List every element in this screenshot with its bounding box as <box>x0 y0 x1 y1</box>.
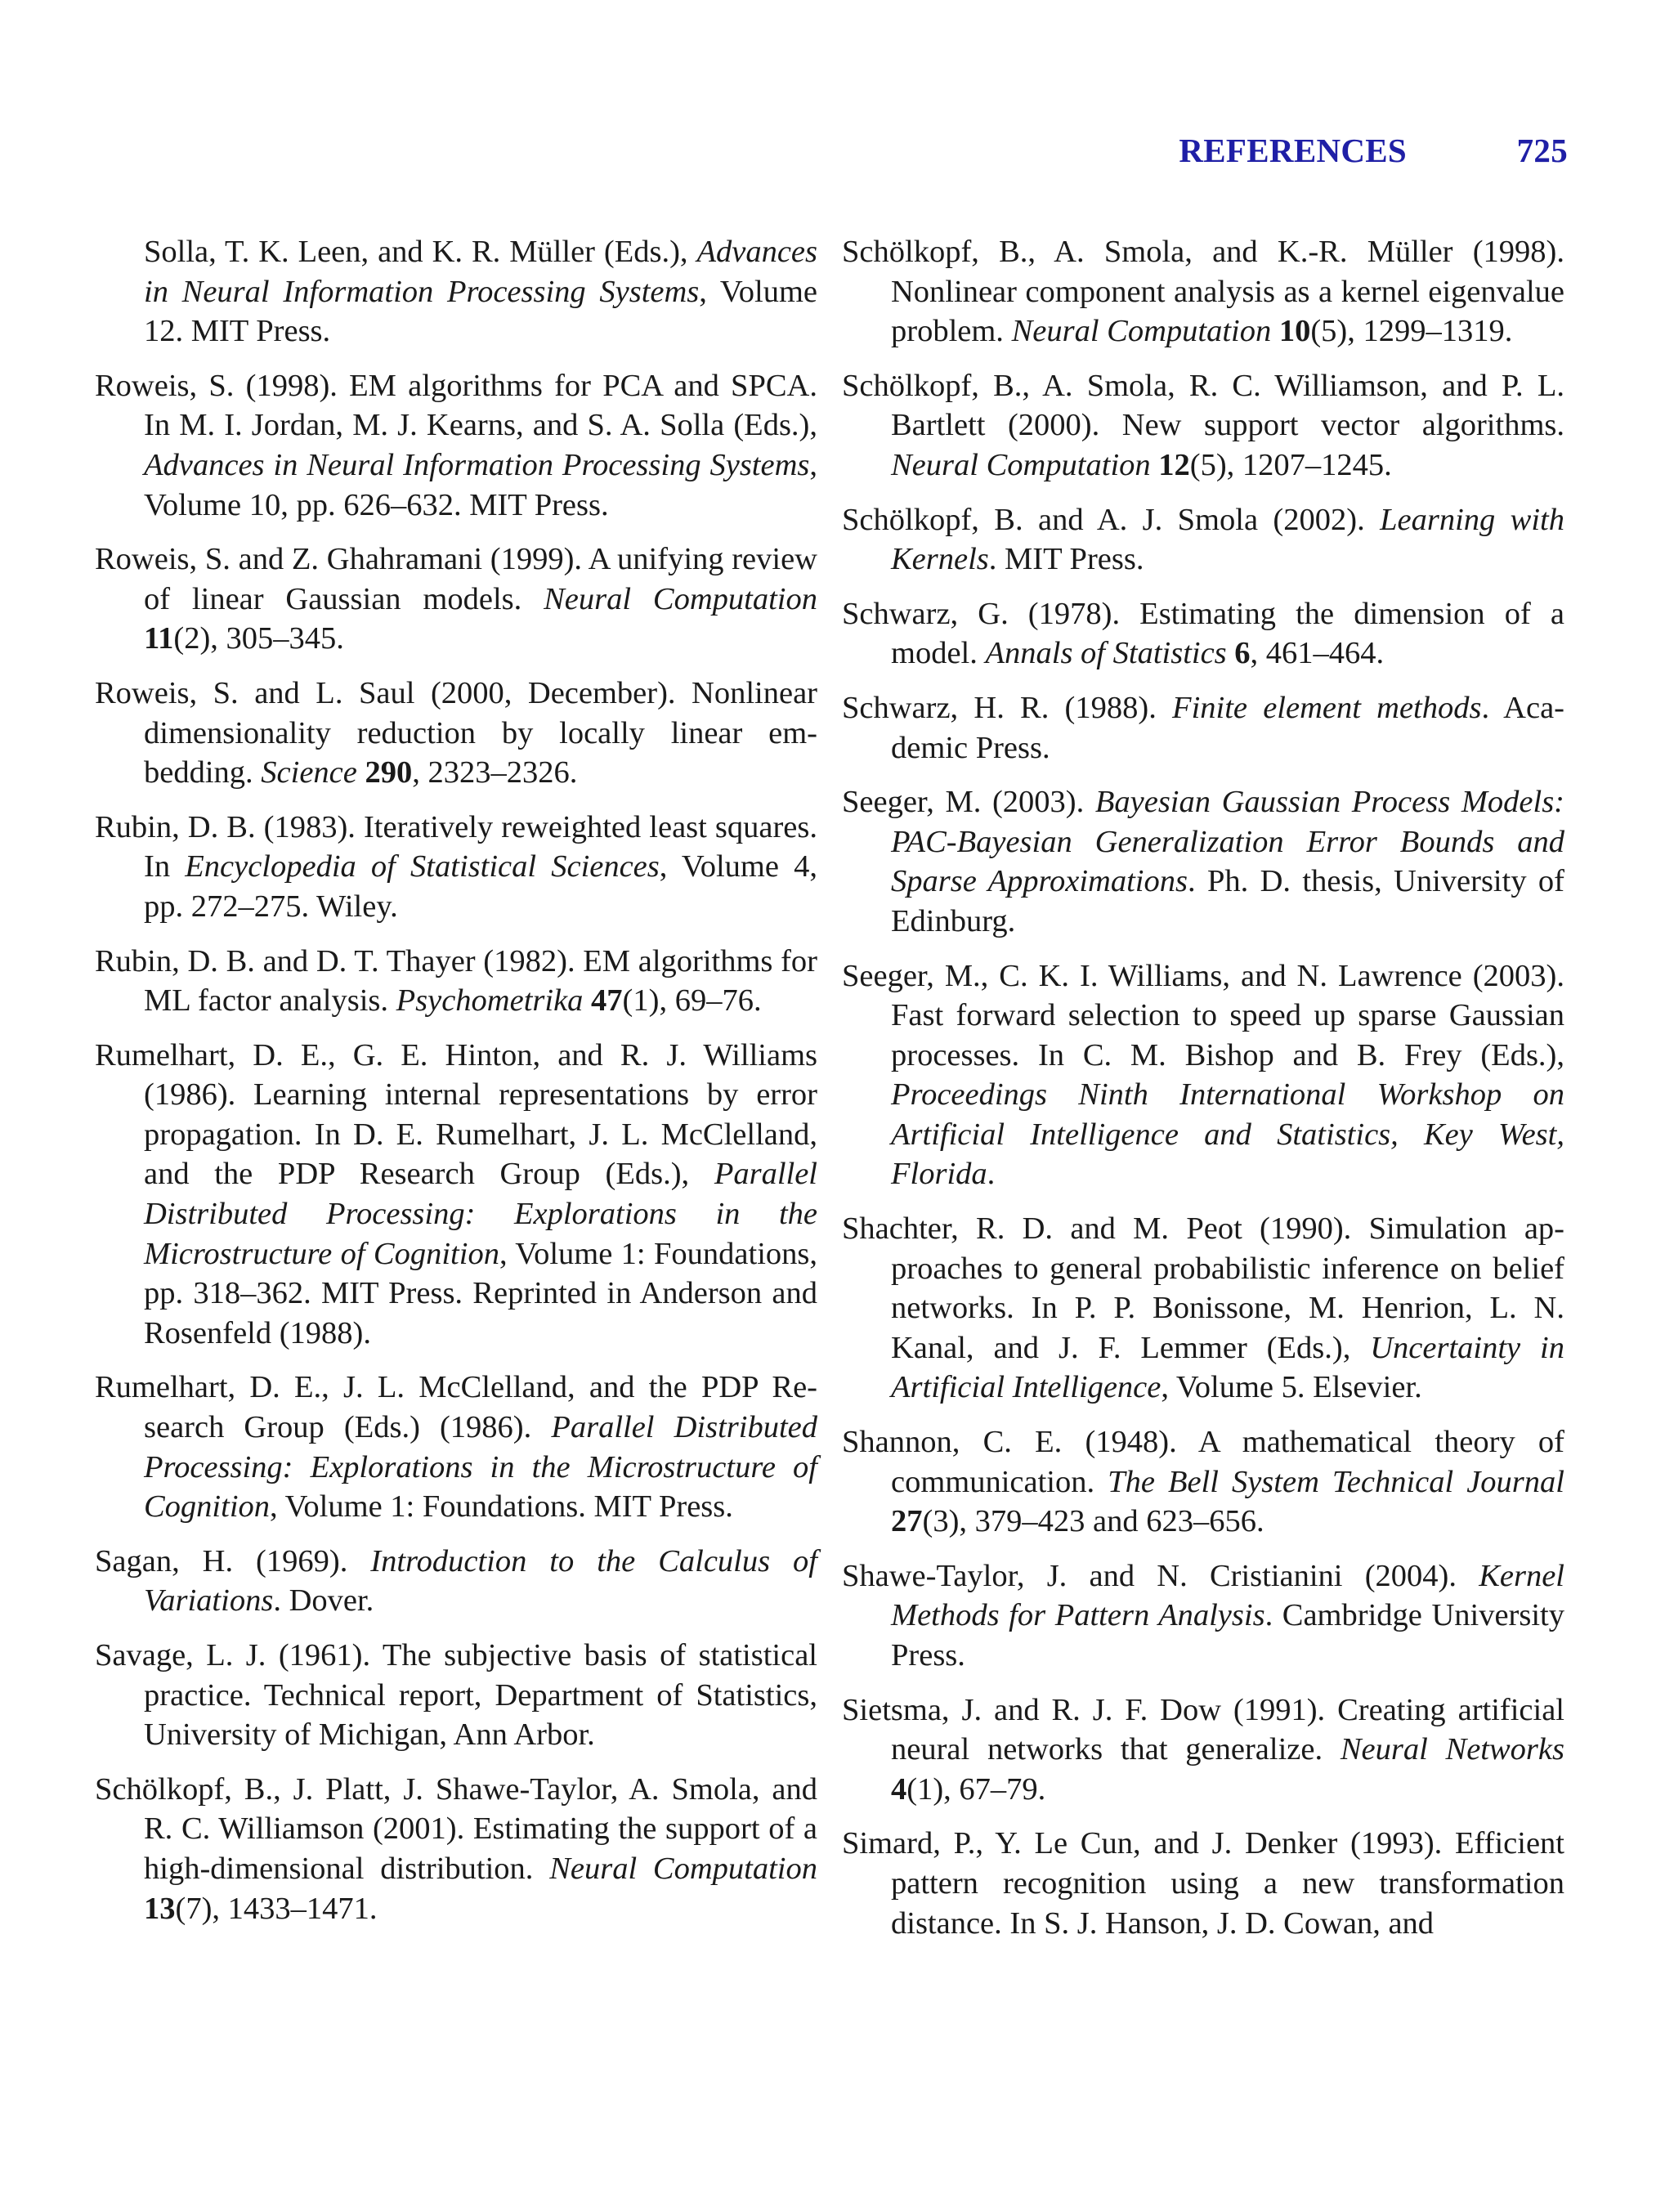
section-title: REFERENCES <box>1179 132 1408 169</box>
reference-entry: Seeger, M. (2003). Bayesian Gaussian Process Models: PAC-Bayesian Generalization Error Bounds and Sparse Approximations. Ph. D. thesis, University of Edinburg. <box>842 785 1564 938</box>
reference-entry: Schölkopf, B., A. Smola, and K.-R. Müller (1998). Nonlinear component analysis as a kernel eigenvalue problem. Neural Computation 10(5), 1299–1319. <box>842 235 1564 349</box>
reference-entry: Shachter, R. D. and M. Peot (1990). Simulation approaches to general probabilistic inference on belief networks. In P. P. Bonissone, M. Henrion, L. N. Kanal, and J. F. Lemmer (Eds.), Uncertainty in Artificial Intelligence, Volume 5. Elsevier. <box>842 1211 1565 1405</box>
page-number: 725 <box>1516 132 1568 169</box>
reference-entry: Rubin, D. B. and D. T. Thayer (1982). EM algorithms for ML factor analysis. Psychometrika 47(1), 69–76. <box>95 943 817 1019</box>
reference-entry: Schwarz, H. R. (1988). Finite element methods. Academic Press. <box>842 690 1564 765</box>
reference-entry: Solla, T. K. Leen, and K. R. Müller (Eds.), Advances in Neural Information Processing Systems, Volume 12. MIT Press. <box>144 235 817 349</box>
reference-entry: Roweis, S. and Z. Ghahramani (1999). A unifying review of linear Gaussian models. Neural Computation 11(2), 305–345. <box>95 542 817 656</box>
reference-entry: Simard, P., Y. Le Cun, and J. Denker (1993). Efficient pattern recognition using a new transformation distance. In S. J. Hanson, J. D. Cowan, and <box>842 1826 1564 1941</box>
reference-entry: Schwarz, G. (1978). Estimating the dimension of a model. Annals of Statistics 6, 461–464. <box>842 596 1564 671</box>
reference-entry: Seeger, M., C. K. I. Williams, and N. Lawrence (2003). Fast forward selection to speed up sparse Gaussian processes. In C. M. Bishop and B. Frey (Eds.), Proceedings Ninth International Workshop on Artificial Intelligence and Statistics, Key West, Florida. <box>842 958 1564 1192</box>
running-head <box>1179 131 1568 170</box>
reference-entry: Sietsma, J. and R. J. F. Dow (1991). Creating artificial neural networks that generalize. Neural Networks 4(1), 67–79. <box>842 1692 1564 1807</box>
reference-entry: Schölkopf, B., A. Smola, R. C. Williamson, and P. L. Bartlett (2000). New support vector algorithms. Neural Computation 12(5), 1207–1245. <box>842 368 1564 482</box>
reference-entry: Roweis, S. and L. Saul (2000, December). Nonlinear dimensionality reduction by locally linear embedding. Science 290, 2323–2326. <box>95 675 817 790</box>
reference-entry: Roweis, S. (1998). EM algorithms for PCA and SPCA. In M. I. Jordan, M. J. Kearns, and S. A. Solla (Eds.), Advances in Neural Information Processing Systems, Volume 10, pp. 626–632. MIT Press. <box>95 368 817 522</box>
reference-entry: Rubin, D. B. (1983). Iteratively reweighted least squares. In Encyclopedia of Statistical Sciences, Volume 4, pp. 272–275. Wiley. <box>95 809 817 924</box>
reference-entry: Shannon, C. E. (1948). A mathematical theory of communication. The Bell System Technical Journal 27(3), 379–423 and 623–656. <box>842 1425 1564 1539</box>
reference-entry: Schölkopf, B., J. Platt, J. Shawe-Taylor, A. Smola, and R. C. Williamson (2001). Estimating the support of a high-dimensional distribution. Neural Computation 13(7), 1433–1471. <box>95 1771 817 1926</box>
reference-entry: Rumelhart, D. E., G. E. Hinton, and R. J. Williams (1986). Learning internal representations by error propagation. In D. E. Rumelhart, J. L. McClelland, and the PDP Research Group (Eds.), Parallel Distributed Processing: Explorations in the Microstructure of Cognition, Volume 1: Foundations, pp. 318–362. MIT Press. Reprinted in Anderson and Rosenfeld (1988). <box>95 1037 817 1350</box>
reference-entry: Schölkopf, B. and A. J. Smola (2002). Learning with Kernels. MIT Press. <box>842 502 1564 577</box>
references-left-column <box>95 232 817 1943</box>
reference-entry: Savage, L. J. (1961). The subjective basis of statistical practice. Technical report, Department of Statistics, University of Michigan, Ann Arbor. <box>95 1638 817 1753</box>
reference-entry: Rumelhart, D. E., J. L. McClelland, and the PDP Research Group (Eds.) (1986). Parallel Distributed Processing: Explorations in the Microstructure of Cognition, Volume 1: Foundations. MIT Press. <box>95 1370 817 1525</box>
reference-entry: Shawe-Taylor, J. and N. Cristianini (2004). Kernel Methods for Pattern Analysis. Cambridge University Press. <box>842 1558 1564 1672</box>
references-right-column <box>842 232 1564 1958</box>
reference-entry: Sagan, H. (1969). Introduction to the Calculus of Variations. Dover. <box>95 1543 817 1619</box>
